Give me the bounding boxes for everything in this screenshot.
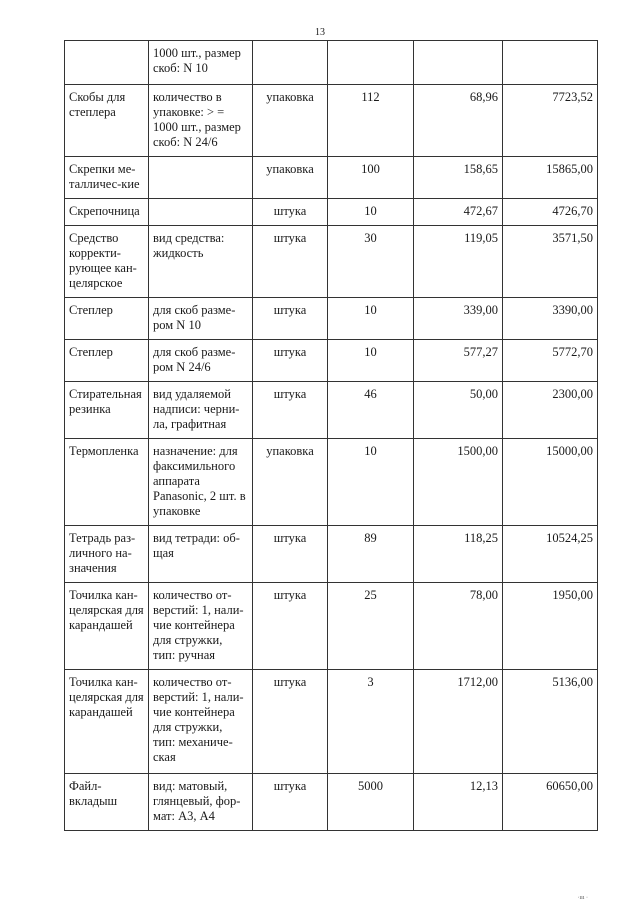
total-cell [503, 439, 598, 526]
unit-price-cell [414, 157, 503, 199]
unit-cell [253, 526, 328, 583]
page-number: 13 [315, 27, 325, 38]
quantity-cell-text: 5000 [358, 779, 383, 793]
total-cell [503, 226, 598, 298]
item-description-cell-text: вид тетради: об- щая [153, 531, 240, 560]
quantity-cell [328, 382, 414, 439]
total-cell-text: 7723,52 [552, 90, 593, 104]
unit-cell-text: упаковка [266, 90, 314, 104]
quantity-cell-text: 10 [364, 444, 377, 458]
table-row [65, 41, 598, 85]
unit-price-cell [414, 340, 503, 382]
table-row [65, 340, 598, 382]
quantity-cell [328, 583, 414, 670]
quantity-cell [328, 85, 414, 157]
unit-cell-text: штука [273, 675, 307, 689]
item-name-cell-text: Степлер [69, 345, 113, 359]
unit-cell-text: штука [273, 345, 307, 359]
item-name-cell [65, 298, 149, 340]
quantity-cell-text: 10 [364, 204, 377, 218]
item-description-cell [149, 340, 253, 382]
total-cell-text: 3390,00 [552, 303, 593, 317]
table-row [65, 298, 598, 340]
quantity-cell [328, 298, 414, 340]
total-cell-text: 4726,70 [552, 204, 593, 218]
table-row [65, 226, 598, 298]
item-name-cell [65, 226, 149, 298]
item-description-cell [149, 85, 253, 157]
table-row [65, 382, 598, 439]
quantity-cell-text: 100 [361, 162, 380, 176]
item-name-cell-text: Стирательная резинка [69, 387, 142, 416]
unit-cell-text: штука [273, 779, 307, 793]
total-cell-text: 1950,00 [552, 588, 593, 602]
quantity-cell [328, 439, 414, 526]
unit-price-cell-text: 577,27 [463, 345, 498, 359]
item-description-cell [149, 670, 253, 774]
unit-cell-text: штука [273, 387, 307, 401]
table-row [65, 583, 598, 670]
total-cell-text: 15000,00 [546, 444, 593, 458]
total-cell [503, 774, 598, 831]
item-name-cell-text: Скрепки ме- талличес-кие [69, 162, 140, 191]
total-cell-text: 10524,25 [546, 531, 593, 545]
quantity-cell-text: 112 [361, 90, 380, 104]
quantity-cell [328, 226, 414, 298]
unit-price-cell [414, 226, 503, 298]
quantity-cell [328, 199, 414, 226]
unit-price-cell-text: 119,05 [464, 231, 498, 245]
item-description-cell [149, 199, 253, 226]
unit-price-cell [414, 526, 503, 583]
items-table-body [65, 41, 598, 831]
item-description-cell-text: для скоб разме- ром N 10 [153, 303, 236, 332]
unit-cell [253, 157, 328, 199]
item-name-cell [65, 439, 149, 526]
table-row [65, 199, 598, 226]
unit-cell [253, 583, 328, 670]
item-name-cell-text: Тетрадь раз- личного на- значения [69, 531, 136, 575]
unit-price-cell-text: 78,00 [469, 588, 498, 602]
unit-price-cell-text: 1500,00 [457, 444, 498, 458]
item-description-cell-text: вид: матовый, глянцевый, фор- мат: А3, А4 [153, 779, 241, 823]
item-name-cell-text: Степлер [69, 303, 113, 317]
quantity-cell-text: 10 [364, 345, 377, 359]
unit-price-cell [414, 41, 503, 85]
items-table [64, 40, 598, 831]
item-name-cell [65, 382, 149, 439]
unit-price-cell [414, 670, 503, 774]
item-description-cell [149, 526, 253, 583]
quantity-cell-text: 46 [364, 387, 377, 401]
total-cell-text: 3571,50 [552, 231, 593, 245]
total-cell [503, 298, 598, 340]
unit-cell [253, 382, 328, 439]
quantity-cell [328, 670, 414, 774]
item-name-cell-text: Точилка кан- целярская для карандашей [69, 588, 144, 632]
unit-price-cell-text: 472,67 [463, 204, 498, 218]
table-row [65, 85, 598, 157]
unit-cell [253, 439, 328, 526]
quantity-cell-text: 25 [364, 588, 377, 602]
item-name-cell [65, 526, 149, 583]
total-cell [503, 199, 598, 226]
unit-cell-text: штука [273, 531, 307, 545]
unit-price-cell [414, 298, 503, 340]
total-cell [503, 85, 598, 157]
item-description-cell-text: вид средства: жидкость [153, 231, 225, 260]
total-cell [503, 670, 598, 774]
item-name-cell-text: Скобы для степлера [69, 90, 126, 119]
unit-cell [253, 774, 328, 831]
unit-cell-text: упаковка [266, 162, 314, 176]
item-name-cell-text: Файл- вкладыш [69, 779, 118, 808]
item-description-cell [149, 157, 253, 199]
item-name-cell [65, 340, 149, 382]
quantity-cell [328, 41, 414, 85]
item-name-cell [65, 670, 149, 774]
item-description-cell [149, 774, 253, 831]
unit-cell-text: штука [273, 204, 307, 218]
total-cell-text: 15865,00 [546, 162, 593, 176]
item-name-cell [65, 41, 149, 85]
item-description-cell-text: 1000 шт., размер скоб: N 10 [153, 46, 241, 75]
scan-mark: ·ııı · [577, 895, 588, 901]
unit-price-cell-text: 339,00 [463, 303, 498, 317]
table-row [65, 439, 598, 526]
total-cell [503, 382, 598, 439]
item-name-cell-text: Скрепочница [69, 204, 140, 218]
unit-price-cell [414, 382, 503, 439]
item-name-cell-text: Средство корректи- рующее кан- целярское [69, 231, 137, 290]
unit-cell [253, 226, 328, 298]
item-description-cell [149, 226, 253, 298]
unit-price-cell-text: 158,65 [463, 162, 498, 176]
unit-price-cell-text: 50,00 [469, 387, 498, 401]
unit-price-cell-text: 12,13 [469, 779, 498, 793]
item-description-cell-text: количество от- верстий: 1, нали- чие контейнера для стружки, тип: механиче- ская [153, 675, 244, 764]
item-description-cell [149, 439, 253, 526]
unit-price-cell [414, 85, 503, 157]
quantity-cell [328, 526, 414, 583]
unit-cell-text: штука [273, 303, 307, 317]
unit-price-cell [414, 774, 503, 831]
item-description-cell [149, 41, 253, 85]
unit-cell-text: штука [273, 231, 307, 245]
total-cell-text: 5136,00 [552, 675, 593, 689]
item-description-cell-text: вид удаляемой надписи: черни- ла, графитная [153, 387, 240, 431]
item-name-cell-text: Точилка кан- целярская для карандашей [69, 675, 144, 719]
total-cell [503, 340, 598, 382]
item-description-cell-text: количество в упаковке: > = 1000 шт., размер скоб: N 24/6 [153, 90, 241, 149]
unit-price-cell-text: 68,96 [469, 90, 498, 104]
item-description-cell-text: количество от- верстий: 1, нали- чие контейнера для стружки, тип: ручная [153, 588, 244, 662]
quantity-cell-text: 10 [364, 303, 377, 317]
unit-cell [253, 41, 328, 85]
total-cell [503, 583, 598, 670]
item-description-cell [149, 583, 253, 670]
quantity-cell [328, 157, 414, 199]
item-name-cell [65, 583, 149, 670]
item-description-cell-text: для скоб разме- ром N 24/6 [153, 345, 236, 374]
item-name-cell-text: Термопленка [69, 444, 139, 458]
item-name-cell [65, 157, 149, 199]
total-cell-text: 60650,00 [546, 779, 593, 793]
quantity-cell [328, 774, 414, 831]
table-row [65, 670, 598, 774]
unit-cell [253, 85, 328, 157]
total-cell [503, 41, 598, 85]
total-cell [503, 157, 598, 199]
item-name-cell [65, 199, 149, 226]
item-name-cell [65, 85, 149, 157]
quantity-cell-text: 30 [364, 231, 377, 245]
unit-price-cell-text: 1712,00 [457, 675, 498, 689]
table-row [65, 526, 598, 583]
quantity-cell [328, 340, 414, 382]
item-name-cell [65, 774, 149, 831]
unit-price-cell [414, 439, 503, 526]
item-description-cell [149, 298, 253, 340]
item-description-cell [149, 382, 253, 439]
unit-cell [253, 199, 328, 226]
unit-cell-text: штука [273, 588, 307, 602]
unit-cell [253, 670, 328, 774]
table-row [65, 157, 598, 199]
unit-cell [253, 340, 328, 382]
quantity-cell-text: 3 [367, 675, 374, 689]
total-cell [503, 526, 598, 583]
unit-price-cell [414, 199, 503, 226]
total-cell-text: 2300,00 [552, 387, 593, 401]
unit-price-cell [414, 583, 503, 670]
unit-cell [253, 298, 328, 340]
total-cell-text: 5772,70 [552, 345, 593, 359]
quantity-cell-text: 89 [364, 531, 377, 545]
table-row [65, 774, 598, 831]
unit-price-cell-text: 118,25 [464, 531, 498, 545]
item-description-cell-text: назначение: для факсимильного аппарата Panasonic, 2 шт. в упаковке [153, 444, 246, 518]
unit-cell-text: упаковка [266, 444, 314, 458]
